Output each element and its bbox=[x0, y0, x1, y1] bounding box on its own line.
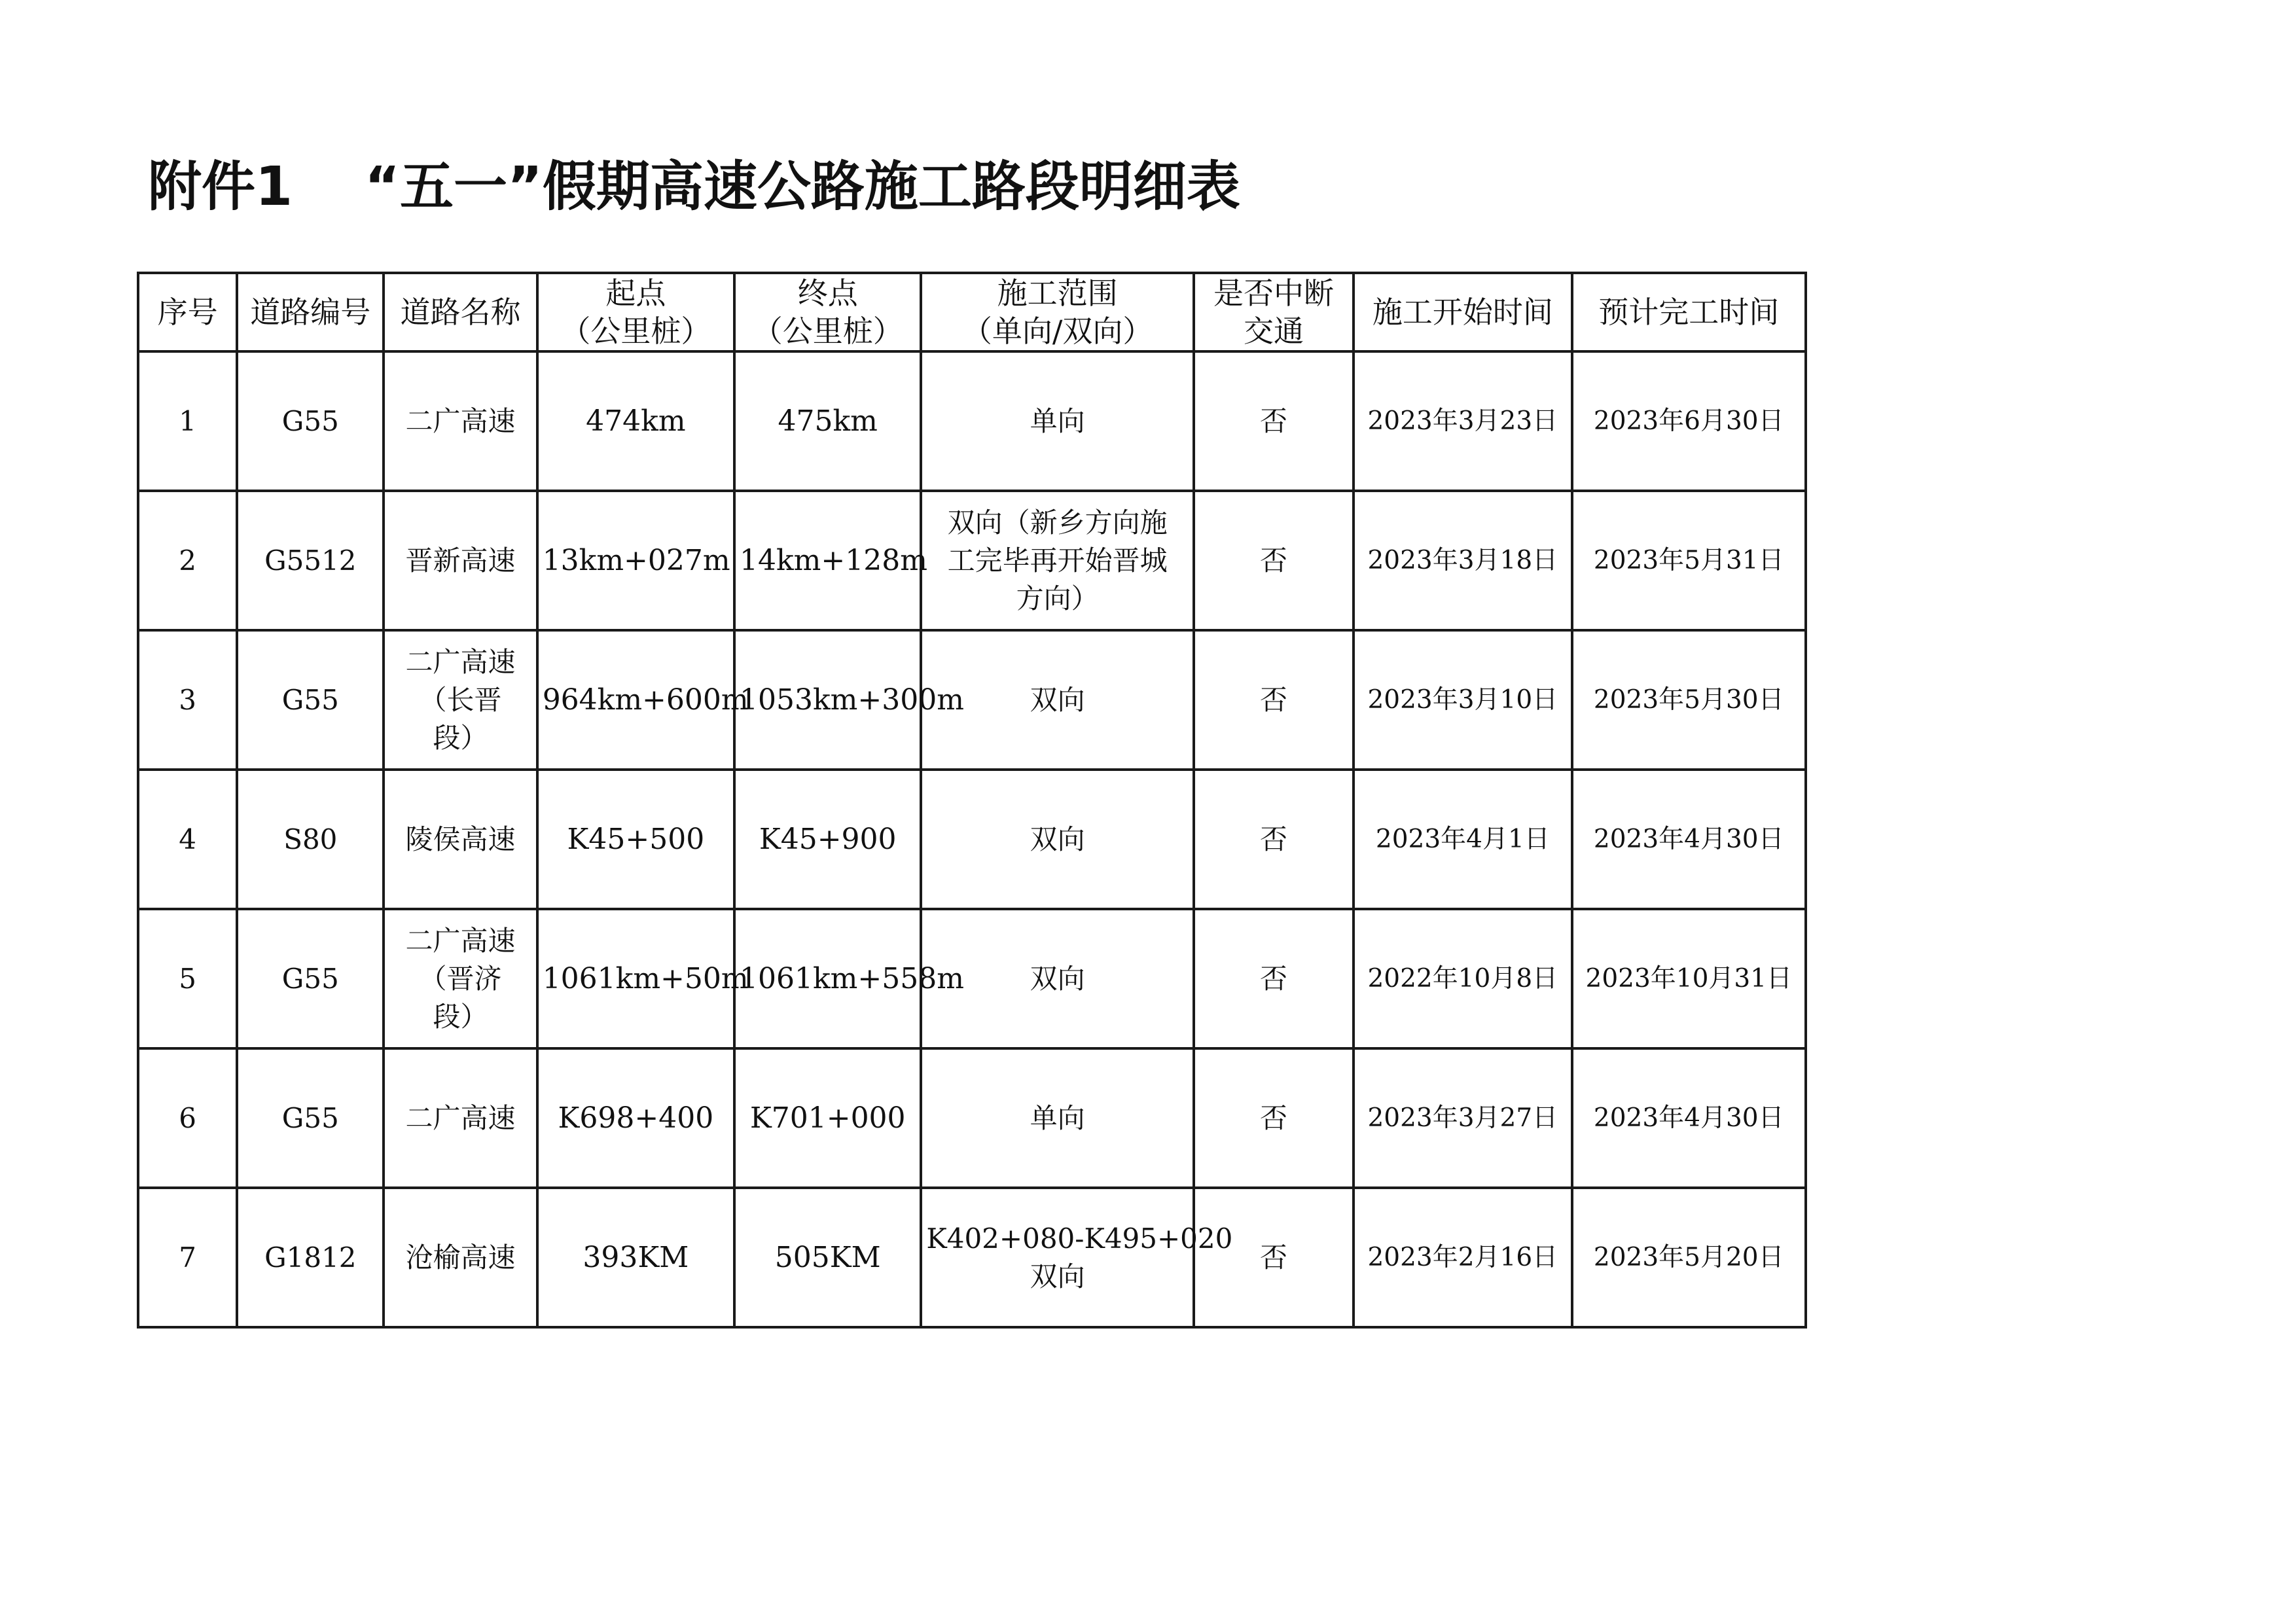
cell-road-name bbox=[384, 1188, 537, 1327]
cell-scope-line: 单向 bbox=[1030, 404, 1085, 437]
cell-road-name-line: 沧榆高速 bbox=[405, 1241, 516, 1274]
cell-start-point: K45+500 bbox=[537, 770, 734, 909]
cell-end-time: 2023年4月30日 bbox=[1572, 1048, 1806, 1188]
cell-interrupt: 否 bbox=[1194, 630, 1354, 770]
table-row bbox=[138, 630, 1806, 770]
cell-scope bbox=[921, 491, 1193, 630]
table-title: “五一”假期高速公路施工路段明细表 bbox=[365, 156, 1240, 218]
cell-end-point: 475km bbox=[734, 351, 921, 491]
cell-end-time: 2023年5月30日 bbox=[1572, 630, 1806, 770]
cell-scope-line: K402+080-K495+020 bbox=[926, 1222, 1233, 1255]
column-header-line: （公里桩） bbox=[560, 313, 711, 349]
cell-road-name bbox=[384, 770, 537, 909]
table-body bbox=[138, 351, 1806, 1327]
column-header-line: 起点 bbox=[605, 276, 666, 311]
construction-sections-table bbox=[137, 272, 1807, 1329]
column-header-end-time bbox=[1572, 273, 1806, 351]
cell-end-time: 2023年4月30日 bbox=[1572, 770, 1806, 909]
cell-interrupt: 否 bbox=[1194, 1188, 1354, 1327]
cell-end-point: 505KM bbox=[734, 1188, 921, 1327]
cell-end-time: 2023年5月20日 bbox=[1572, 1188, 1806, 1327]
cell-road-name-line: 晋新高速 bbox=[405, 544, 516, 577]
cell-scope-line: 方向） bbox=[1016, 582, 1099, 615]
cell-start-time: 2022年10月8日 bbox=[1354, 909, 1571, 1048]
cell-interrupt: 否 bbox=[1194, 351, 1354, 491]
cell-road-name-line: 段） bbox=[433, 721, 488, 754]
cell-road-name-line: 段） bbox=[433, 1000, 488, 1033]
column-header-line: 道路编号 bbox=[250, 294, 371, 330]
cell-road-code: G1812 bbox=[237, 1188, 384, 1327]
cell-interrupt: 否 bbox=[1194, 770, 1354, 909]
column-header-line: 施工开始时间 bbox=[1372, 294, 1553, 330]
cell-start-time: 2023年3月27日 bbox=[1354, 1048, 1571, 1188]
cell-seq: 4 bbox=[138, 770, 237, 909]
column-header-line: 道路名称 bbox=[400, 294, 521, 330]
cell-scope-line: 双向 bbox=[1030, 962, 1085, 995]
cell-road-name bbox=[384, 909, 537, 1048]
cell-seq: 7 bbox=[138, 1188, 237, 1327]
cell-scope bbox=[921, 1048, 1193, 1188]
cell-road-code: G55 bbox=[237, 909, 384, 1048]
cell-seq: 6 bbox=[138, 1048, 237, 1188]
cell-road-name-line: 二广高速 bbox=[405, 404, 516, 437]
cell-seq: 2 bbox=[138, 491, 237, 630]
cell-road-name bbox=[384, 1048, 537, 1188]
cell-end-point: 1061km+558m bbox=[734, 909, 921, 1048]
cell-start-point: 964km+600m bbox=[537, 630, 734, 770]
cell-road-name-line: （长晋 bbox=[419, 683, 502, 716]
cell-end-point: 14km+128m bbox=[734, 491, 921, 630]
cell-start-point: 13km+027m bbox=[537, 491, 734, 630]
cell-interrupt: 否 bbox=[1194, 491, 1354, 630]
cell-road-code: G55 bbox=[237, 630, 384, 770]
column-header-line: 是否中断 bbox=[1213, 276, 1334, 311]
column-header-scope bbox=[921, 273, 1193, 351]
column-header-line: 预计完工时间 bbox=[1598, 294, 1780, 330]
cell-start-time: 2023年3月18日 bbox=[1354, 491, 1571, 630]
cell-start-point: 1061km+50m bbox=[537, 909, 734, 1048]
cell-scope-line: 双向（新乡方向施 bbox=[947, 506, 1168, 539]
cell-road-name-line: 二广高速 bbox=[405, 1101, 516, 1134]
page-title bbox=[148, 148, 1240, 226]
cell-road-name bbox=[384, 351, 537, 491]
cell-start-point: 474km bbox=[537, 351, 734, 491]
cell-road-code: G55 bbox=[237, 351, 384, 491]
cell-scope-line: 工完毕再开始晋城 bbox=[947, 544, 1168, 577]
cell-end-time: 2023年6月30日 bbox=[1572, 351, 1806, 491]
cell-end-point: K45+900 bbox=[734, 770, 921, 909]
cell-interrupt: 否 bbox=[1194, 909, 1354, 1048]
cell-start-time: 2023年4月1日 bbox=[1354, 770, 1571, 909]
column-header-start-point bbox=[537, 273, 734, 351]
cell-road-name-line: 二广高速 bbox=[405, 645, 516, 678]
cell-seq: 1 bbox=[138, 351, 237, 491]
table-row bbox=[138, 770, 1806, 909]
cell-seq: 3 bbox=[138, 630, 237, 770]
table-row bbox=[138, 1048, 1806, 1188]
cell-road-name-line: （晋济 bbox=[419, 962, 502, 995]
cell-road-name-line: 陵侯高速 bbox=[405, 823, 516, 855]
cell-end-time: 2023年10月31日 bbox=[1572, 909, 1806, 1048]
column-header-end-point bbox=[734, 273, 921, 351]
cell-start-time: 2023年3月10日 bbox=[1354, 630, 1571, 770]
cell-road-code: G5512 bbox=[237, 491, 384, 630]
cell-interrupt: 否 bbox=[1194, 1048, 1354, 1188]
table-row bbox=[138, 909, 1806, 1048]
column-header-line: 终点 bbox=[797, 276, 858, 311]
column-header-line: 序号 bbox=[157, 294, 218, 330]
cell-scope bbox=[921, 351, 1193, 491]
cell-start-point: K698+400 bbox=[537, 1048, 734, 1188]
column-header-line: 施工范围 bbox=[997, 276, 1118, 311]
cell-scope-line: 双向 bbox=[1030, 683, 1085, 716]
column-header-seq bbox=[138, 273, 237, 351]
column-header-start-time bbox=[1354, 273, 1571, 351]
attachment-label: 附件1 bbox=[148, 156, 293, 218]
cell-road-code: G55 bbox=[237, 1048, 384, 1188]
table-row bbox=[138, 1188, 1806, 1327]
cell-start-time: 2023年3月23日 bbox=[1354, 351, 1571, 491]
cell-road-name bbox=[384, 491, 537, 630]
cell-seq: 5 bbox=[138, 909, 237, 1048]
table-header-row bbox=[138, 273, 1806, 351]
cell-road-code: S80 bbox=[237, 770, 384, 909]
column-header-line: 交通 bbox=[1243, 313, 1304, 349]
cell-scope-line: 双向 bbox=[1030, 1260, 1085, 1293]
column-header-interrupt bbox=[1194, 273, 1354, 351]
table-row bbox=[138, 351, 1806, 491]
column-header-road-code bbox=[237, 273, 384, 351]
cell-end-time: 2023年5月31日 bbox=[1572, 491, 1806, 630]
cell-start-point: 393KM bbox=[537, 1188, 734, 1327]
table-row bbox=[138, 491, 1806, 630]
column-header-line: （单向/双向） bbox=[961, 313, 1153, 349]
column-header-road-name bbox=[384, 273, 537, 351]
cell-scope bbox=[921, 1188, 1233, 1327]
cell-scope-line: 单向 bbox=[1030, 1101, 1085, 1134]
cell-end-point: K701+000 bbox=[734, 1048, 921, 1188]
cell-scope bbox=[921, 770, 1193, 909]
cell-road-name-line: 二广高速 bbox=[405, 924, 516, 957]
cell-start-time: 2023年2月16日 bbox=[1354, 1188, 1571, 1327]
cell-end-point: 1053km+300m bbox=[734, 630, 921, 770]
cell-road-name bbox=[384, 630, 537, 770]
cell-scope-line: 双向 bbox=[1030, 823, 1085, 855]
column-header-line: （公里桩） bbox=[752, 313, 903, 349]
